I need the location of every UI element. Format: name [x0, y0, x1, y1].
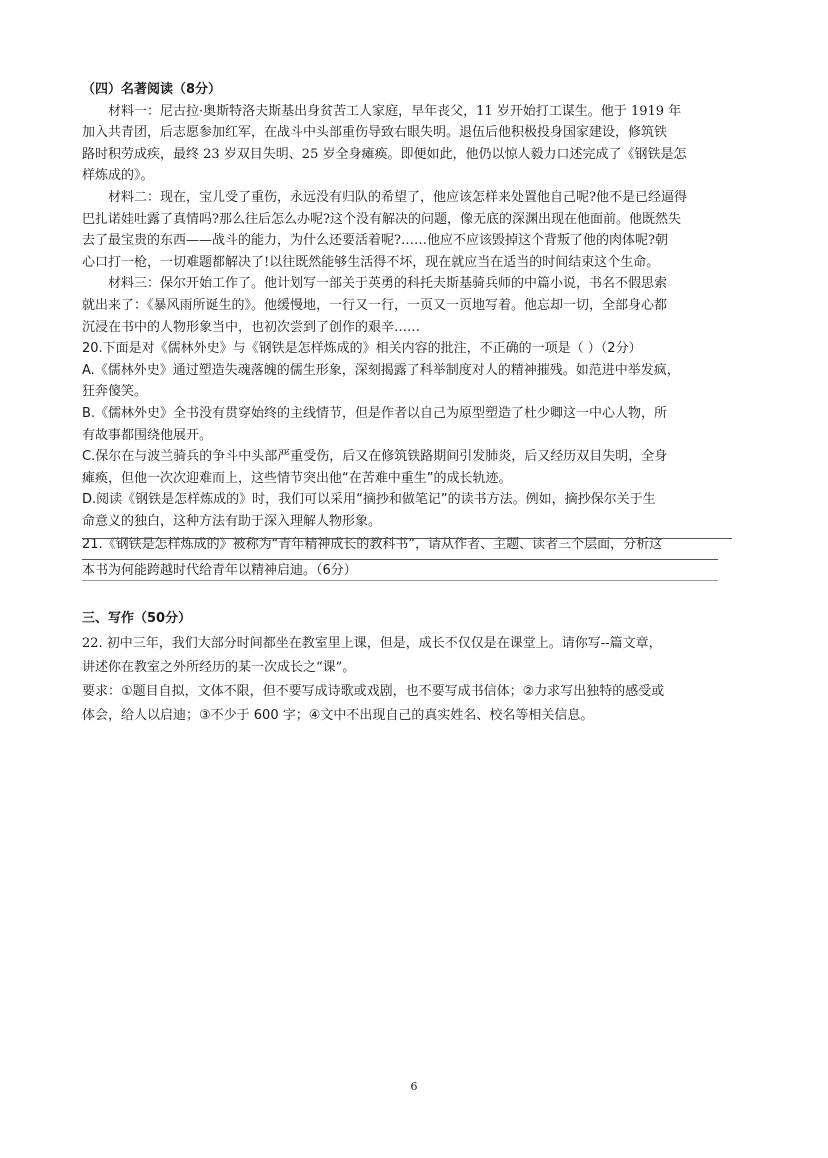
material-1-line: 材料一：尼古拉·奥斯特洛夫斯基出身贫苦工人家庭，早年丧父，11 岁开始打工谋生。他于 1919 年 — [108, 103, 682, 119]
requirements: 体会，给人以启迪；③不少于 600 字；④文中不出现自己的真实姓名、校名等相关信息。 — [82, 707, 594, 723]
page-number: 6 — [410, 1080, 418, 1093]
material-2-line: 巴扎诺娃吐露了真情吗?那么往后怎么办呢?这个没有解决的问题，像无底的深渊出现在他面前。他既然失 — [82, 211, 681, 227]
writing-section — [82, 608, 750, 728]
option-c: C.保尔在与波兰骑兵的争斗中头部严重受伤，后又在修筑铁路期间引发肺炎，后又经历双目失明，全身 — [82, 449, 668, 465]
material-2-line: 材料二：现在，宝儿受了重伤，永远没有归队的希望了，他应该怎样来处置他自己呢?他不是已经逼得 — [108, 189, 687, 205]
question-22: 讲述你在教室之外所经历的某一次成长之“课”。 — [82, 659, 356, 675]
material-1-line: 样炼成的》。 — [82, 168, 154, 184]
option-b: 有故事都围绕他展开。 — [82, 427, 213, 443]
option-a: 狂奔傻笑。 — [82, 384, 148, 400]
option-c: 瘫痪，但他一次次迎难而上，这些情节突出他“在苦难中重生”的成长轨迹。 — [82, 470, 512, 486]
requirements: 要求：①题目自拟，文体不限，但不要写成诗歌或戏剧，也不要写成书信体；②力求写出独特的感受或 — [82, 683, 665, 699]
material-3-line: 材料三：保尔开始工作了。他计划写一部关于英勇的科托夫斯基骑兵师的中篇小说，书名不假思索 — [108, 276, 668, 292]
answer-line — [82, 538, 732, 539]
option-a: A.《儒林外史》通过塑造失魂落魄的儒生形象，深刻揭露了科举制度对人的精神摧残。如范进中举发疯， — [82, 362, 680, 378]
reading-section — [82, 79, 750, 584]
material-1-line: 加入共青团，后志愿参加红军，在战斗中头部重伤导致右眼失明。退伍后他积极投身国家建设，修筑铁 — [82, 125, 668, 141]
question-22: 22. 初中三年，我们大部分时间都坐在教室里上课，但是，成长不仅仅是在课堂上。请你写--篇文章， — [82, 635, 662, 651]
answer-line — [82, 559, 718, 560]
option-d: D.阅读《钢铁是怎样炼成的》时，我们可以采用“摘抄和做笔记”的读书方法。例如，摘抄保尔关于生 — [82, 492, 656, 508]
option-b: B.《儒林外史》全书没有贯穿始终的主线情节，但是作者以自己为原型塑造了杜少卿这一中心人物，所 — [82, 405, 668, 421]
section-heading: （四）名著阅读（8分） — [82, 82, 222, 97]
material-2-line: 心口打一枪，一切难题都解决了!以往既然能够生活得不坏，现在就应当在适当的时间结束这个生命。 — [82, 254, 660, 270]
answer-line — [82, 580, 718, 581]
material-3-line: 沉浸在书中的人物形象当中，也初次尝到了创作的艰辛…… — [82, 319, 421, 335]
question-21: 21.《钢铁是怎样炼成的》被称为“青年精神成长的教科书”，请从作者、主题、读者三个层面，分析这 — [82, 537, 663, 553]
question-21: 本书为何能跨越时代给青年以精神启迪。（6分） — [82, 563, 357, 579]
question-20-stem: 20.下面是对《儒林外史》与《钢铁是怎样炼成的》相关内容的批注，不正确的一项是（ ）（2分） — [82, 341, 642, 357]
material-1-line: 路时积劳成疾，最终 23 岁双目失明、25 岁全身瘫痪。即便如此，他仍以惊人毅力口述完成了《钢铁是怎 — [82, 146, 687, 162]
option-d: 命意义的独白，这种方法有助于深入理解人物形象。 — [82, 513, 382, 529]
section-heading: 三、写作（50分） — [82, 611, 192, 626]
material-3-line: 就出来了：《暴风雨所诞生的》。他缓慢地，一行又一行，一页又一页地写着。他忘却一切，全部身心都 — [82, 297, 668, 313]
material-2-line: 去了最宝贵的东西——战斗的能力，为什么还要活着呢?……他应不应该毁掉这个背叛了他的肉体呢?朝 — [82, 233, 668, 249]
